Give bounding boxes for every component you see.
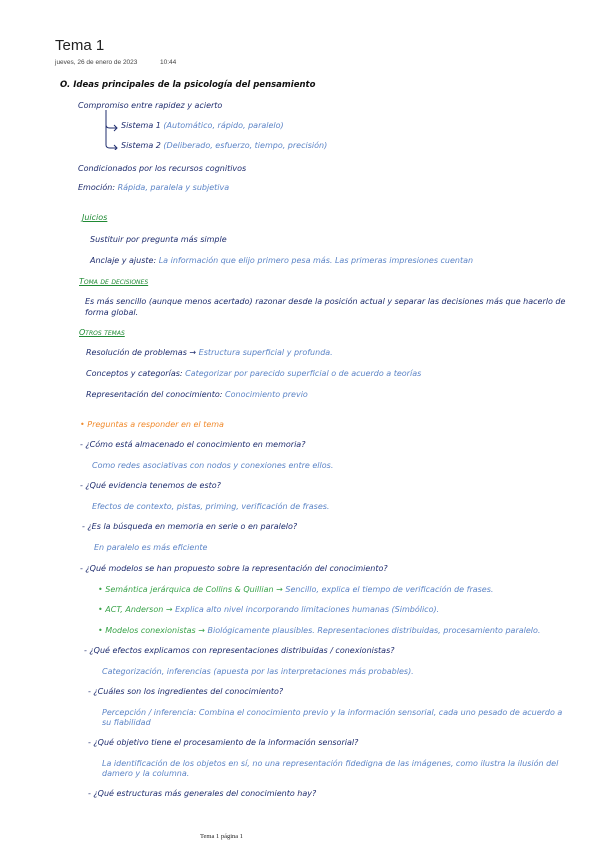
question-7: - ¿Qué objetivo tiene el procesamiento de la información sensorial?	[88, 738, 359, 747]
problem-solving-label: Resolución de problemas →	[86, 348, 197, 357]
model-3-label: • Modelos conexionistas →	[98, 626, 205, 635]
question-4: - ¿Qué modelos se han propuesto sobre la representación del conocimiento?	[80, 564, 388, 573]
model-2-text: Explica alto nivel incorporando limitaciones humanas (Simbólico).	[175, 605, 440, 614]
model-1-label: • Semántica jerárquica de Collins & Quillian →	[98, 585, 283, 594]
section-heading: O. Ideas principales de la psicología del pensamiento	[60, 80, 316, 90]
system1-name: Sistema 1	[121, 121, 161, 130]
otros-item-3	[86, 390, 308, 399]
otros-item-2	[86, 369, 421, 378]
system1-row	[121, 121, 284, 130]
problem-solving-text: Estructura superficial y profunda.	[198, 348, 333, 357]
model-1	[98, 585, 493, 594]
page-title: Tema 1	[55, 37, 105, 54]
model-3-text: Biológicamente plausibles. Representaciones distribuidas, procesamiento paralelo.	[207, 626, 541, 635]
anchoring-text: La información que elijo primero pesa más. Las primeras impresiones cuentan	[158, 256, 474, 265]
compromise-line: Compromiso entre rapidez y acierto	[78, 101, 223, 110]
conditioned-line: Condicionados por los recursos cognitivos	[78, 164, 247, 173]
juicios-item-2	[90, 256, 473, 265]
model-3	[98, 626, 540, 635]
emotion-label: Emoción:	[78, 183, 116, 192]
otros-heading: Otros temas	[79, 328, 125, 337]
answer-7: La identificación de los objetos en sí, no una representación fidedigna de las imágenes, como ilustra la ilusión del damero y la columna.	[102, 759, 559, 778]
system2-desc: (Deliberado, esfuerzo, tiempo, precisión)	[163, 141, 328, 150]
toma-heading: Toma de decisiones	[79, 277, 149, 286]
question-2: - ¿Qué evidencia tenemos de esto?	[80, 481, 221, 490]
question-3: - ¿Es la búsqueda en memoria en serie o en paralelo?	[82, 522, 298, 531]
answer-1: Como redes asociativas con nodos y conexiones entre ellos.	[92, 461, 334, 470]
otros-item-1	[86, 348, 333, 357]
question-6: - ¿Cuáles son los ingredientes del conocimiento?	[88, 687, 284, 696]
answer-3: En paralelo es más eficiente	[94, 543, 208, 552]
model-2	[98, 605, 439, 614]
concepts-text: Categorizar por parecido superficial o de acuerdo a teorías	[185, 369, 422, 378]
branch-arrow-icon	[104, 110, 120, 150]
question-5: - ¿Qué efectos explicamos con representaciones distribuidas / conexionistas?	[84, 646, 395, 655]
anchoring-label: Anclaje y ajuste:	[90, 256, 157, 265]
representation-label: Representación del conocimiento:	[86, 390, 223, 399]
model-1-text: Sencillo, explica el tiempo de verificación de frases.	[285, 585, 494, 594]
juicios-heading: Juicios	[82, 213, 108, 222]
question-8: - ¿Qué estructuras más generales del conocimiento hay?	[88, 789, 317, 798]
answer-6: Percepción / inferencia: Combina el conocimiento previo y la información sensorial, cada uno pesado de acuerdo a su fiabilidad	[102, 708, 563, 727]
page-date: jueves, 26 de enero de 2023	[55, 59, 138, 66]
answer-2: Efectos de contexto, pistas, priming, verificación de frases.	[92, 502, 330, 511]
page-footer: Tema 1 página 1	[200, 833, 244, 840]
system2-name: Sistema 2	[121, 141, 161, 150]
answer-5: Categorización, inferencias (apuesta por las interpretaciones más probables).	[102, 667, 414, 676]
emotion-line	[78, 183, 229, 192]
emotion-text: Rápida, paralela y subjetiva	[117, 183, 230, 192]
concepts-label: Conceptos y categorías:	[86, 369, 183, 378]
model-2-label: • ACT, Anderson →	[98, 605, 173, 614]
system2-row	[121, 141, 327, 150]
juicios-item-1: Sustituir por pregunta más simple	[90, 235, 227, 244]
questions-heading: • Preguntas a responder en el tema	[80, 420, 224, 429]
representation-text: Conocimiento previo	[225, 390, 308, 399]
page-time: 10:44	[160, 59, 177, 66]
system1-desc: (Automático, rápido, paralelo)	[163, 121, 284, 130]
question-1: - ¿Cómo está almacenado el conocimiento en memoria?	[80, 440, 306, 449]
toma-text: Es más sencillo (aunque menos acertado) razonar desde la posición actual y separar las decisiones más que hacerlo de forma global.	[85, 297, 566, 317]
